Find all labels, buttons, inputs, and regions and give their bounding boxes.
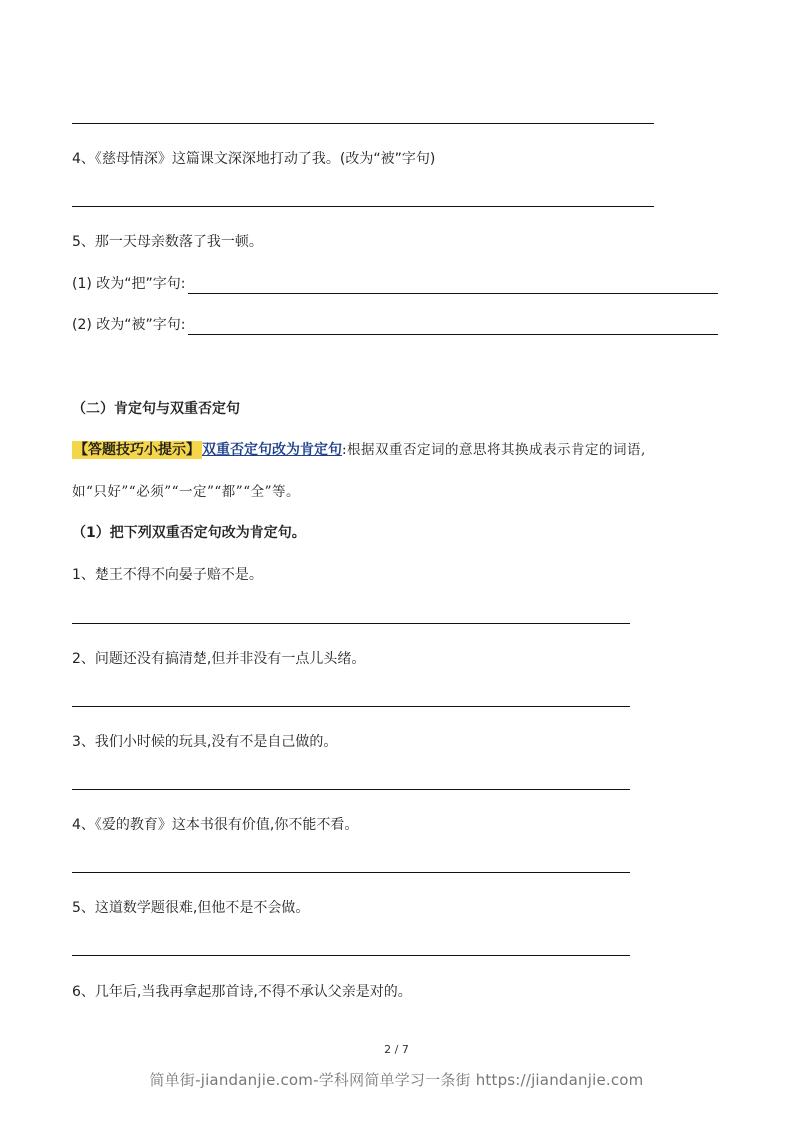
section-title: （二）肯定句与双重否定句 <box>72 401 240 417</box>
tip-link[interactable]: 双重否定句改为肯定句 <box>202 442 342 458</box>
question-1: 1、楚王不得不向晏子赔不是。 <box>72 567 263 583</box>
question-6: 6、几年后,当我再拿起那首诗,不得不承认父亲是对的。 <box>72 984 412 1000</box>
tip-line-1 <box>72 440 646 460</box>
sub2-label: (2) 改为“被”字句: <box>72 317 186 333</box>
answer-line <box>188 279 718 294</box>
tip-line-2: 如“只好”“必须”“一定”“都”“全”等。 <box>72 484 301 500</box>
question-2: 2、问题还没有搞清楚,但并非没有一点儿头绪。 <box>72 651 366 667</box>
answer-line <box>72 623 630 624</box>
question-4-rewrite: 4、《慈母情深》这篇课文深深地打动了我。(改为“被”字句) <box>72 151 436 167</box>
answer-line <box>72 955 630 956</box>
page-number: 2 / 7 <box>384 1043 409 1056</box>
answer-line <box>72 872 630 873</box>
answer-line <box>72 706 630 707</box>
answer-line <box>72 206 654 207</box>
sub1-label: (1) 改为“把”字句: <box>72 276 186 292</box>
answer-line <box>72 789 630 790</box>
answer-line <box>188 320 718 335</box>
tip-body: :根据双重否定词的意思将其换成表示肯定的词语, <box>342 442 646 458</box>
exercise-title: （1）把下列双重否定句改为肯定句。 <box>72 525 306 541</box>
question-5-sub2 <box>72 315 718 335</box>
footer-watermark: 简单街-jiandanjie.com-学科网简单学习一条街 https://jiandanjie.com <box>149 1071 644 1089</box>
question-4: 4、《爱的教育》这本书很有价值,你不能不看。 <box>72 817 359 833</box>
tip-label: 【答题技巧小提示】 <box>74 442 200 458</box>
question-5-sub1 <box>72 274 718 294</box>
answer-line <box>72 123 654 124</box>
question-5-rewrite: 5、那一天母亲数落了我一顿。 <box>72 234 263 250</box>
question-5: 5、这道数学题很难,但他不是不会做。 <box>72 900 310 916</box>
question-3: 3、我们小时候的玩具,没有不是自己做的。 <box>72 734 338 750</box>
